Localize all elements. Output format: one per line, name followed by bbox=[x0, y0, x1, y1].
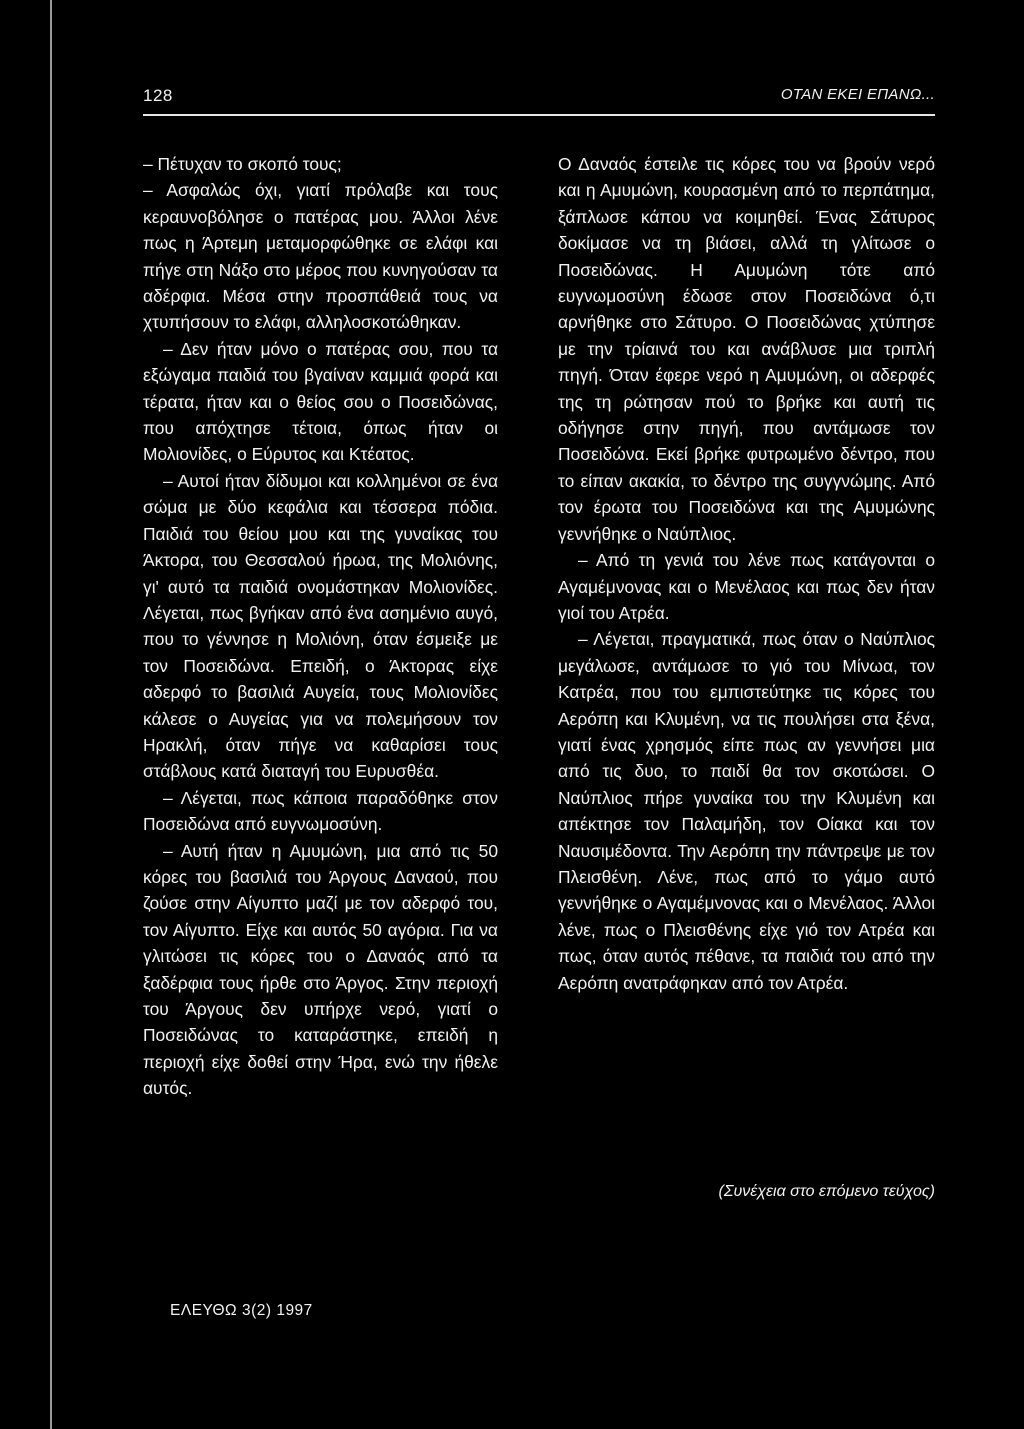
paragraph: – Ασφαλώς όχι, γιατί πρόλαβε και τους κεραυνοβόλησε ο πατέρας μου. Άλλοι λένε πως η Άρτεμη μεταμορφώθηκε σε ελάφι και πήγε στη Νάξο στο μέρος που κυνηγούσαν τα αδέρφια. Μέσα στην προσπάθειά τους να χτυπήσουν το ελάφι, αλληλοσκοτώθηκαν. bbox=[143, 180, 498, 333]
paragraph: – Λέγεται, πως κάποια παραδόθηκε στον Ποσειδώνα από ευγνωμοσύνη. bbox=[143, 787, 498, 835]
scan-margin-line bbox=[50, 0, 52, 1429]
paragraph: – Αυτή ήταν η Αμυμώνη, μια από τις 50 κόρες του βασιλιά του Άργους Δαναού, που ζούσε στην Αίγυπτο μαζί με τον αδερφό του, τον Αίγυπτο. Είχε και αυτός 50 αγόρια. Για να γλιτώσει τις κόρες του ο Δαναός από τα ξαδέρφια τους ήρθε στο Άργος. Στην περιοχή του Άργους δεν υπήρχε νερό, γιατί ο Ποσειδώνας το καταράστηκε, επειδή η περιοχή είχε δοθεί στην Ήρα, ενώ την ήθελε αυτός. bbox=[143, 840, 498, 1099]
paragraph: – Αυτοί ήταν δίδυμοι και κολλημένοι σε ένα σώμα με δύο κεφάλια και τέσσερα πόδια. Παιδιά του θείου μου και της γυναίκας του Άκτορα, του Θεσσαλού ήρωα, της Μολιόνης, γι' αυτό τα παιδιά ονομάστηκαν Μολιονίδες. Λέγεται, πως βγήκαν από ένα ασημένιο αυγό, που το γέννησε η Μολιόνη, όταν έσμειξε με τον Ποσειδώνα. Επειδή, ο Άκτορας είχε αδερφό το βασιλιά Αυγεία, τους Μολιονίδες κάλεσε ο Αυγείας για να πολεμήσουν τον Ηρακλή, όταν πήγε να καθαρίσει τους στάβλους κατά διαταγή του Ευρυσθέα. bbox=[143, 470, 498, 782]
page-number: 128 bbox=[143, 86, 173, 105]
right-column bbox=[558, 151, 935, 996]
paragraph: Ο Δαναός έστειλε τις κόρες του να βρούν νερό και η Αμυμώνη, κουρασμένη από το περπάτημα, ξάπλωσε κάπου να κοιμηθεί. Ένας Σάτυρος δοκίμασε να τη βιάσει, αλλά τη γλίτωσε ο Ποσειδώνας. Η Αμυμώνη τότε από ευγνωμοσύνη έδωσε στον Ποσειδώνα ό,τι αρνήθηκε στο Σάτυρο. Ο Ποσειδώνας χτύπησε με την τρίαινά του και ανάβλυσε μια τριπλή πηγή. Όταν έφερε νερό η Αμυμώνη, οι αδερφές της τη ρώτησαν πού το βρήκε και αυτή τις οδήγησε στην πηγή, που αντάμωσε τον Ποσειδώνα. Εκεί βρήκε φυτρωμένο δέντρο, που το είπαν ακακία, το δέντρο της συγγνώμης. Από τον έρωτα του Ποσειδώνα και της Αμυμώνης γεννήθηκε ο Ναύπλιος. bbox=[558, 154, 935, 544]
header-rule bbox=[143, 114, 935, 116]
paragraph: – Από τη γενιά του λένε πως κατάγονται ο Αγαμέμνονας και ο Μενέλαος και πως δεν ήταν γιοί του Ατρέα. bbox=[558, 550, 935, 623]
page-header bbox=[143, 86, 935, 126]
running-title: ΟΤΑΝ ΕΚΕΙ ΕΠΑΝΩ... bbox=[780, 86, 935, 103]
paragraph: – Δεν ήταν μόνο ο πατέρας σου, που τα εξώγαμα παιδιά του βγαίναν καμμιά φορά και τέρατα, ήταν και ο θείος σου ο Ποσειδώνας, που απόχτησε τέτοια, όπως ήταν οι Μολιονίδες, ο Εύρυτος και Κτέατος. bbox=[143, 338, 498, 465]
paragraph: – Πέτυχαν το σκοπό τους; bbox=[143, 154, 342, 174]
left-column bbox=[143, 151, 498, 1102]
continued-note: (Συνέχεια στο επόμενο τεύχος) bbox=[718, 1183, 935, 1200]
issue-footer: ΕΛΕΥΘΩ 3(2) 1997 bbox=[170, 1302, 313, 1319]
paragraph: – Λέγεται, πραγματικά, πως όταν ο Ναύπλιος μεγάλωσε, αντάμωσε το γιό του Μίνωα, τον Κατρέα, που του εμπιστεύτηκε τις κόρες του Αερόπη και Κλυμένη, να τις πουλήσει στα ξένα, γιατί ένας χρησμός είπε πως αν γεννήσει μια από τις δυο, το παιδί θα τον σκοτώσει. Ο Ναύπλιος πήρε γυναίκα του την Κλυμένη και απέκτησε τον Παλαμήδη, τον Οίακα και τον Ναυσιμέδοντα. Την Αερόπη την πάντρεψε με τον Πλεισθένη. Λένε, πως από το γάμο αυτό γεννήθηκε ο Αγαμέμνονας και ο Μενέλαος. Άλλοι λένε, πως ο Πλεισθένης είχε γιό τον Ατρέα και πως, όταν αυτός πέθανε, τα παιδιά του από την Αερόπη ανατράφηκαν από τον Ατρέα. bbox=[558, 629, 935, 993]
